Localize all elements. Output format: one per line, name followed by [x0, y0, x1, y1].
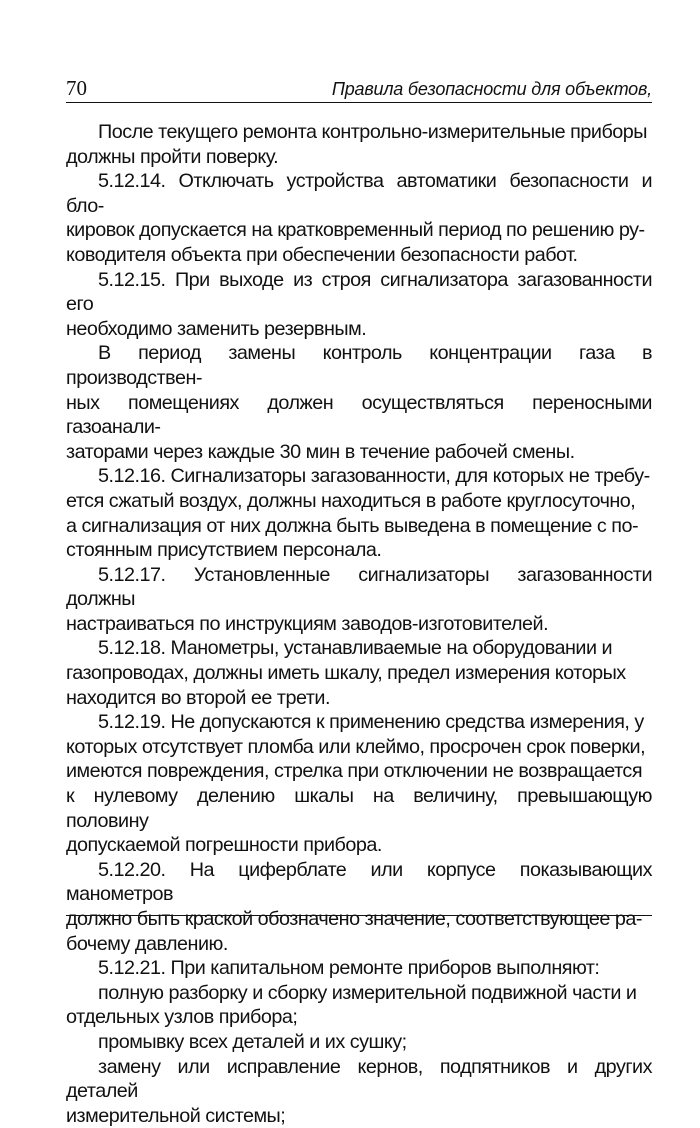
paragraph: 5.12.19. Не допускаются к применению средства измерения, у которых отсутствует пломба или клеймо, просрочен срок поверки, имеются повреждения, стрелка при отключении не возвращается к нулевому делению шкалы на величину, превышающую половину допускаемой погрешности прибора.: [66, 711, 652, 857]
page-header: [66, 72, 652, 103]
paragraph: 5.12.14. Отключать устройства автоматики безопасности и бло- кировок допускается на кратковременный период по решению ру- ководителя объекта при обеспечении безопасности работ.: [66, 170, 652, 266]
paragraph: После текущего ремонта контрольно-измерительные приборы должны пройти поверку.: [66, 121, 647, 168]
paragraph: промывку всех деталей и их сушку;: [98, 1030, 407, 1053]
paragraph: замену или исправление кернов, подпятников и других деталей измерительной системы;: [66, 1055, 652, 1127]
paragraph: 5.12.15. При выходе из строя сигнализатора загазованности его необходимо заменить резервным.: [66, 268, 652, 340]
paragraph: 5.12.16. Сигнализаторы загазованности, для которых не требу- ется сжатый воздух, должны находиться в работе круглосуточно, а сигнализация от них должна быть выведена в помещение с по- стоянным присутствием персонала.: [66, 465, 650, 562]
body-text: [66, 120, 652, 1128]
page-number: 70: [66, 76, 87, 100]
paragraph: полную разборку и сборку измерительной подвижной части и отдельных узлов прибора;: [66, 981, 637, 1029]
paragraph: 5.12.21. При капитальном ремонте приборов выполняют:: [98, 957, 600, 980]
running-title: Правила безопасности для объектов,: [331, 79, 652, 99]
paragraph: 5.12.18. Манометры, устанавливаемые на оборудовании и газопроводах, должны иметь шкалу, предел измерения которых находится во второй ее трети.: [66, 637, 626, 709]
bottom-rule: [66, 915, 652, 916]
paragraph: 5.12.17. Установленные сигнализаторы загазованности должны настраиваться по инструкциям заводов-изготовителей.: [66, 563, 652, 635]
paragraph: В период замены контроль концентрации газа в производствен- ных помещениях должен осуществляться переносными газоанали- заторами через каждые 30 мин в течение рабочей смены.: [66, 342, 652, 463]
paragraph: 5.12.20. На циферблате или корпусе показывающих манометров должно быть краской обозначено значение, соответствующее ра- бочему давлению.: [66, 858, 652, 955]
